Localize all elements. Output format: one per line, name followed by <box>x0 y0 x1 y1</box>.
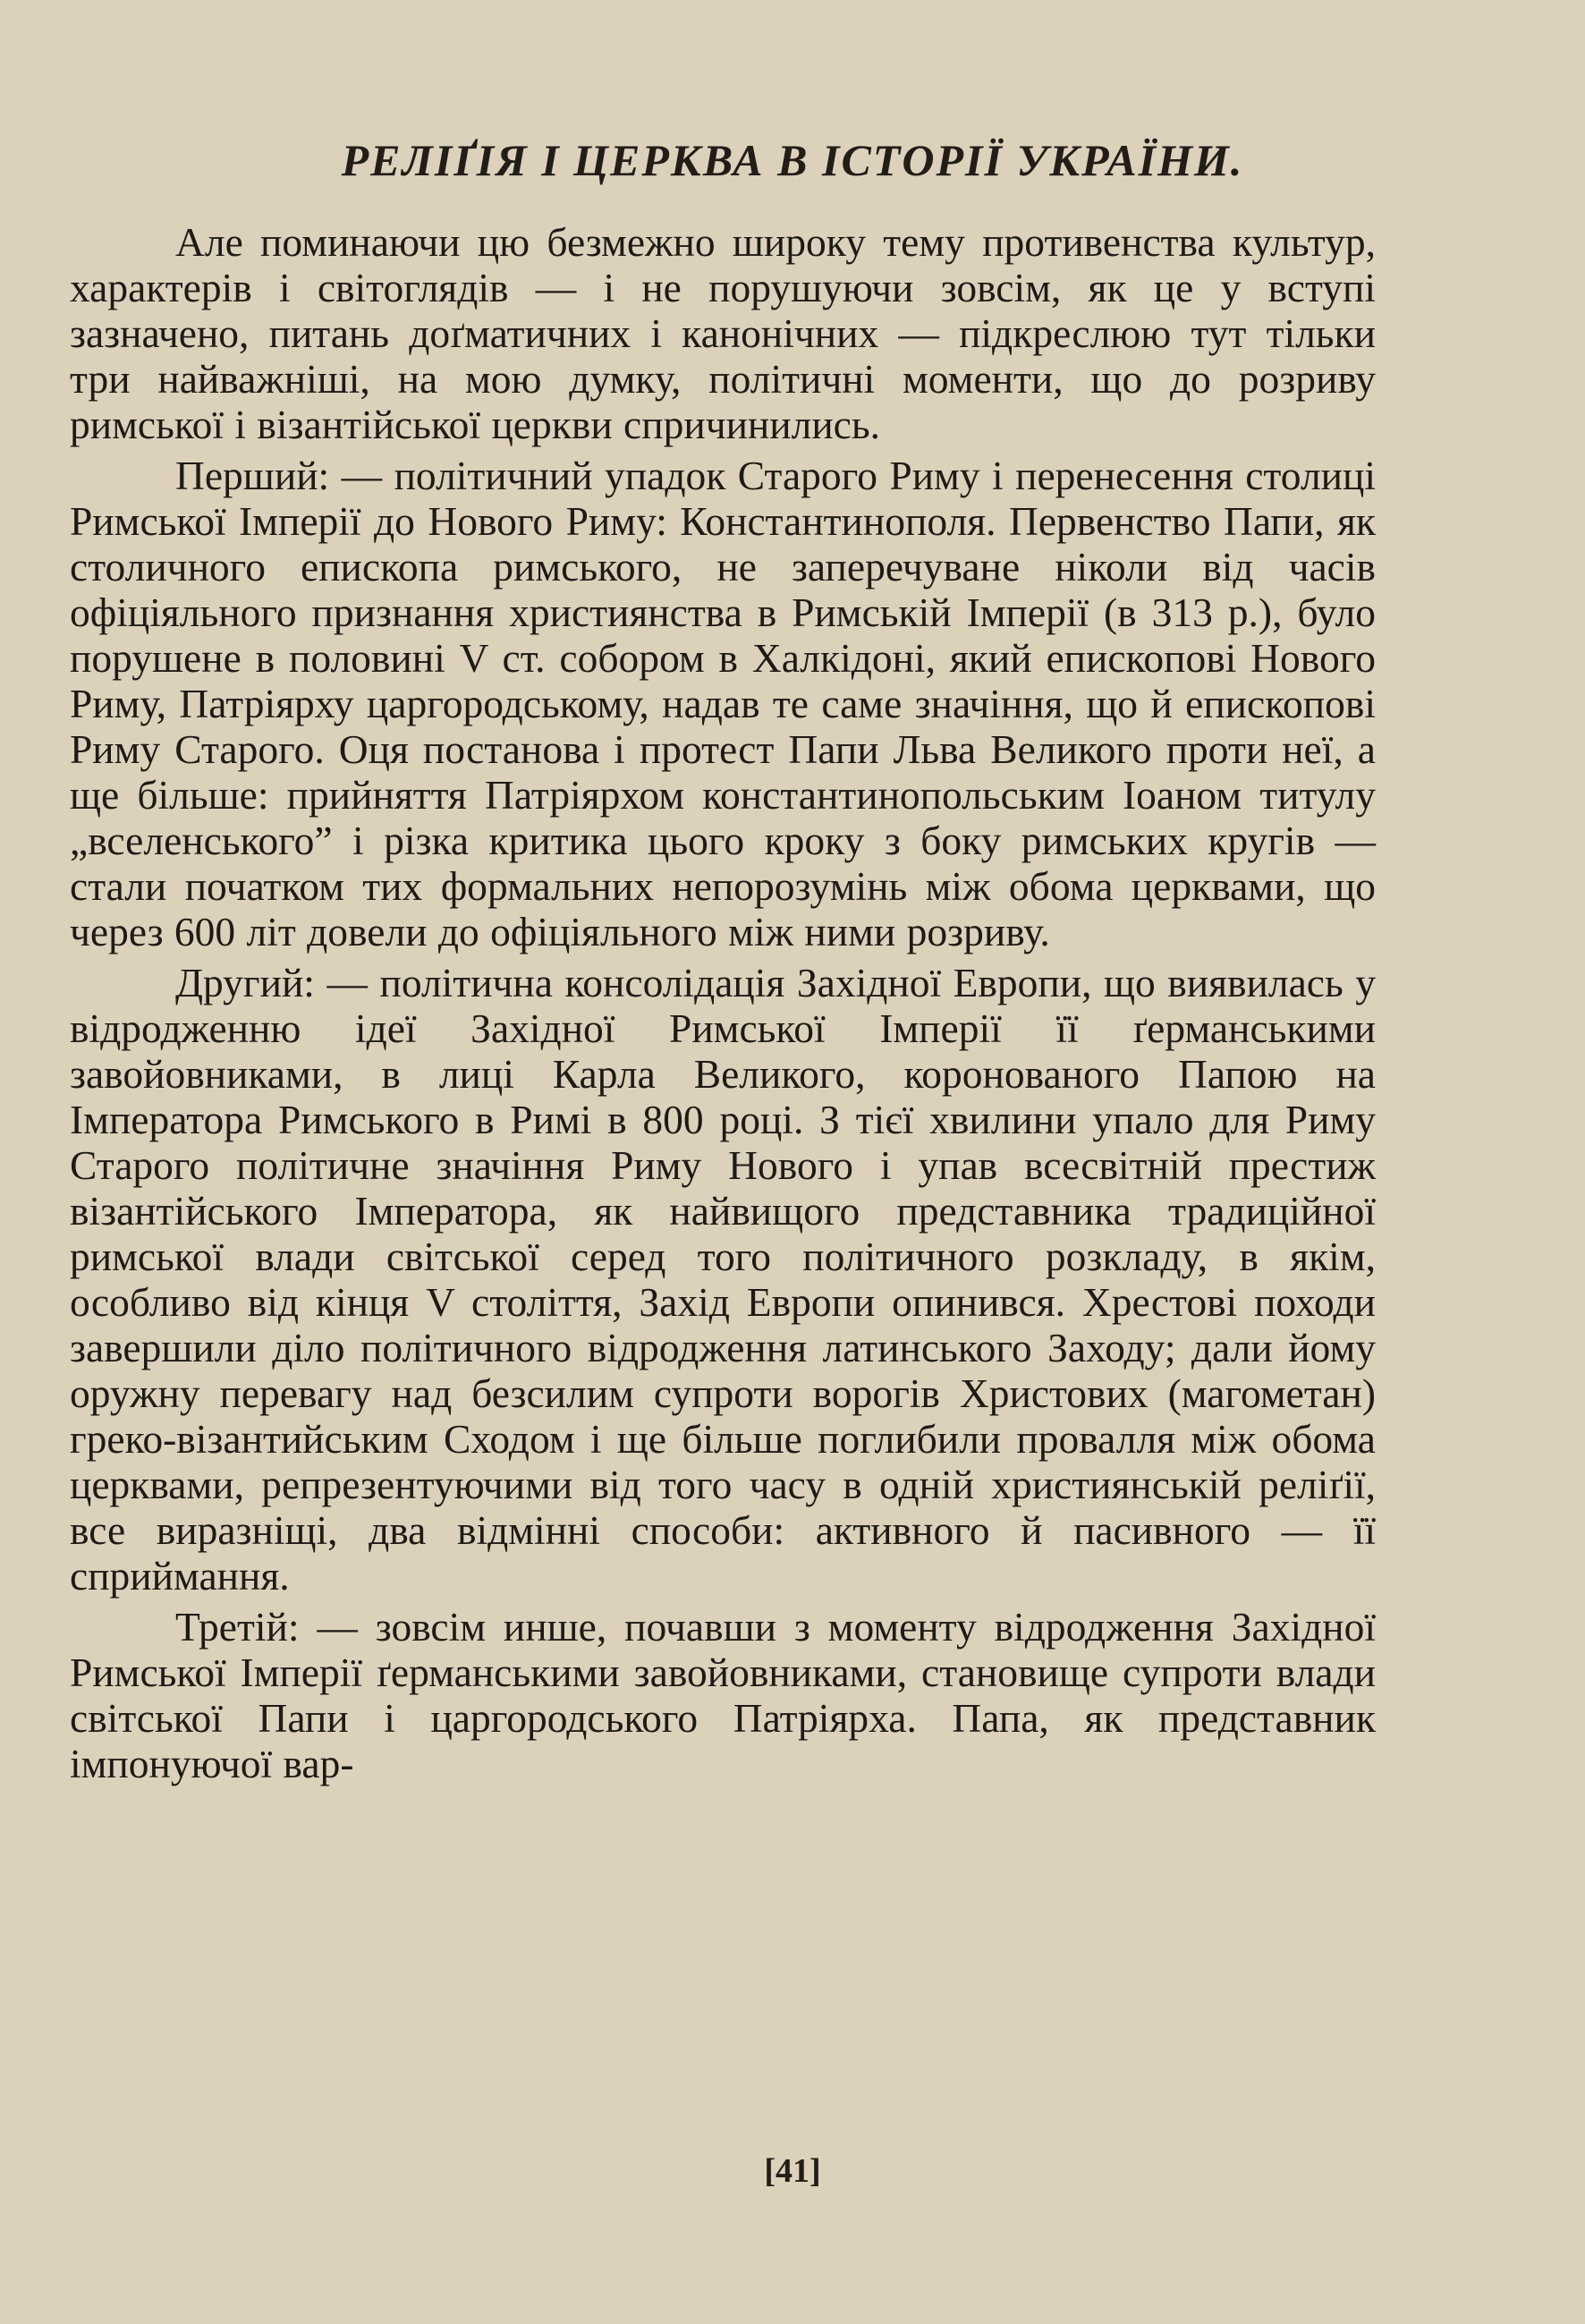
paragraph-intro: Але поминаючи цю безмежно широку тему противенства культур, характерів і світоглядів — і не порушуючи зовсім, як це у вступі зазначено, питань доґматичних і канонічних — підкреслюю тут тільки три найважніші, на мою думку, політичні моменти, що до розриву римської і візантійської церкви спричинились. <box>70 219 1376 447</box>
running-head: РЕЛІҐІЯ І ЦЕРКВА В ІСТОРІЇ УКРАЇНИ. <box>341 135 1244 185</box>
paragraph-second: Другий: — політична консолідація Західної Европи, що виявилась у відродженню ідеї Західної Римської Імперії її ґерманськими завойовниками, в лиці Карла Великого, коронованого Папою на Імператора Римського в Римі в 800 році. З тієї хвилини упало для Риму Старого політичне значіння Риму Нового і упав всесвітній престиж візантійського Імператора, як найвищого представника традиційної римської влади світської серед того політичного розкладу, в якім, особливо від кінця V століття, Захід Европи опинився. Хрестові походи завершили діло політичного відродження латинського Заходу; дали йому оружну перевагу над безсилим супроти ворогів Христових (магометан) греко-візантийським Сходом і ще більше поглибили провалля між обома церквами, репрезентуючими від того часу в одній християнській реліґії, все виразніщі, два відмінні способи: активного й пасивного — її сприймання. <box>70 960 1376 1599</box>
paragraph-third: Третій: — зовсім инше, почавши з моменту відродження Західної Римської Імперії ґерманськими завойовниками, становище супроти влади світської Папи і царгородського Патріярха. Папа, як представник імпонуючої вар- <box>70 1604 1376 1786</box>
page-number: [41] <box>764 2152 821 2190</box>
paragraph-first: Перший: — політичний упадок Старого Риму і перенесення столиці Римської Імперії до Нового Риму: Константинополя. Первенство Папи, як столичного епископа римського, не заперечуване ніколи від часів офіціяльного признання християнства в Римській Імперії (в 313 р.), було порушене в половині V ст. собором в Халкідоні, який епископові Нового Риму, Патріярху царгородському, надав те саме значіння, що й епископові Риму Старого. Оця постанова і протест Папи Льва Великого проти неї, а ще більше: прийняття Патріярхом константинопольським Іоаном титулу „вселенського” і різка критика цього кроку з боку римських кругів — стали початком тих формальних непорозумінь між обома церквами, що через 600 літ довели до офіціяльного між ними розриву. <box>70 453 1376 954</box>
body-text <box>70 219 1376 1786</box>
